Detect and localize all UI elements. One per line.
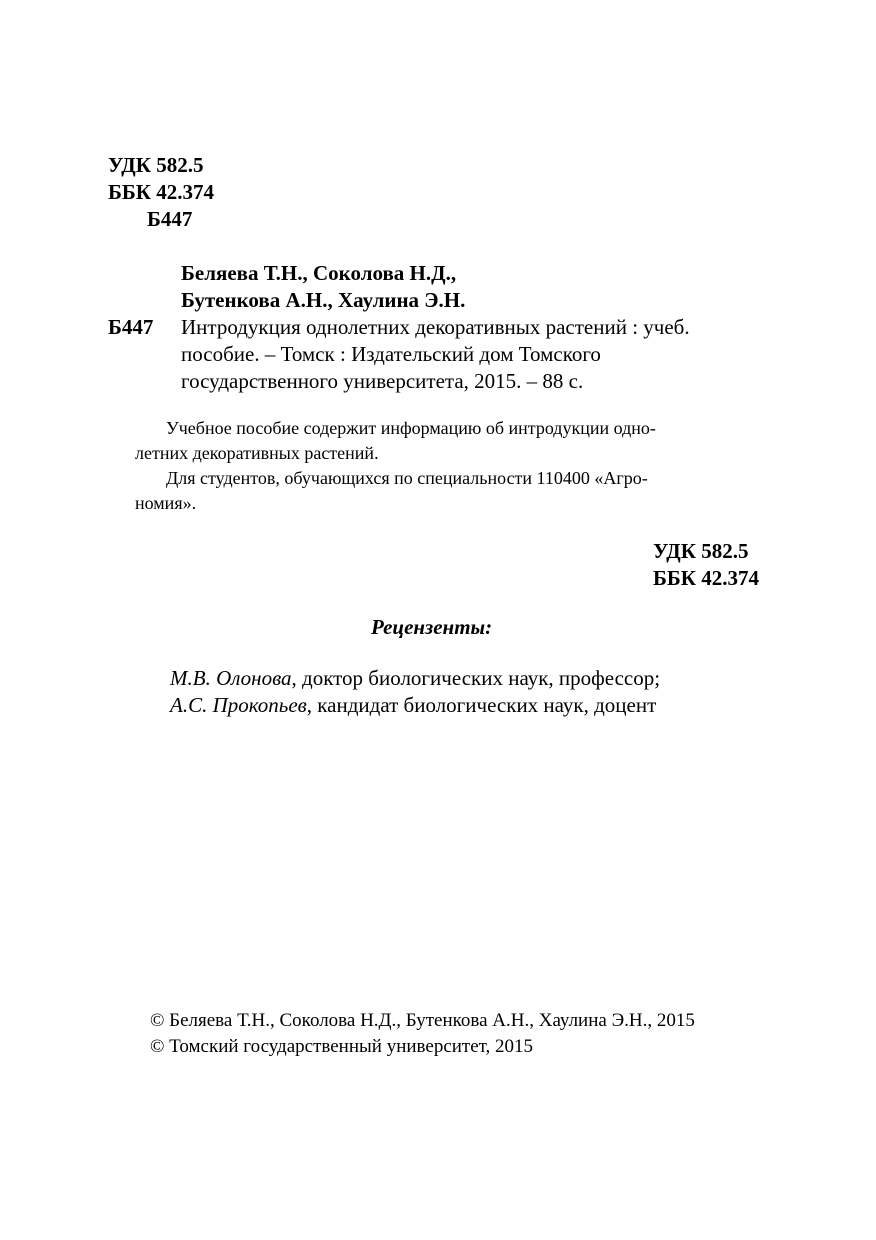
annotation-line-2: летних декоративных растений. xyxy=(135,443,379,463)
reviewer-2-role: , кандидат биологических наук, доцент xyxy=(306,693,657,717)
title-line-3: государственного университета, 2015. – 88 с. xyxy=(181,369,584,393)
udk-code: УДК 582.5 xyxy=(108,153,204,177)
reviewer-1-name: М.В. Олонова xyxy=(170,666,292,690)
reviewer-2-name: А.С. Прокопьев xyxy=(170,693,307,717)
index-udk: УДК 582.5 xyxy=(653,539,749,563)
authors-line-1: Беляева Т.Н., Соколова Н.Д., xyxy=(181,261,457,285)
record-mark: Б447 xyxy=(108,315,154,339)
reviewer-2 xyxy=(170,691,656,719)
title-line-1: Интродукция однолетних декоративных растений : учеб. xyxy=(181,315,690,339)
author-mark: Б447 xyxy=(147,207,193,231)
annotation-line-1: Учебное пособие содержит информацию об интродукции одно- xyxy=(166,418,656,438)
copyright-university: © Томский государственный университет, 2015 xyxy=(150,1036,534,1057)
authors-line-2: Бутенкова А.Н., Хаулина Э.Н. xyxy=(181,288,466,312)
reviewer-1 xyxy=(170,664,660,692)
bbk-code: ББК 42.374 xyxy=(108,180,214,204)
title-line-2: пособие. – Томск : Издательский дом Томского xyxy=(181,342,601,366)
index-bbk: ББК 42.374 xyxy=(653,566,759,590)
reviewers-heading: Рецензенты: xyxy=(371,615,493,639)
reviewer-1-role: , доктор биологических наук, профессор; xyxy=(291,666,661,690)
copyright-authors: © Беляева Т.Н., Соколова Н.Д., Бутенкова А.Н., Хаулина Э.Н., 2015 xyxy=(150,1010,695,1031)
annotation-line-3: Для студентов, обучающихся по специальности 110400 «Агро- xyxy=(166,468,648,488)
annotation-line-4: номия». xyxy=(135,493,197,513)
